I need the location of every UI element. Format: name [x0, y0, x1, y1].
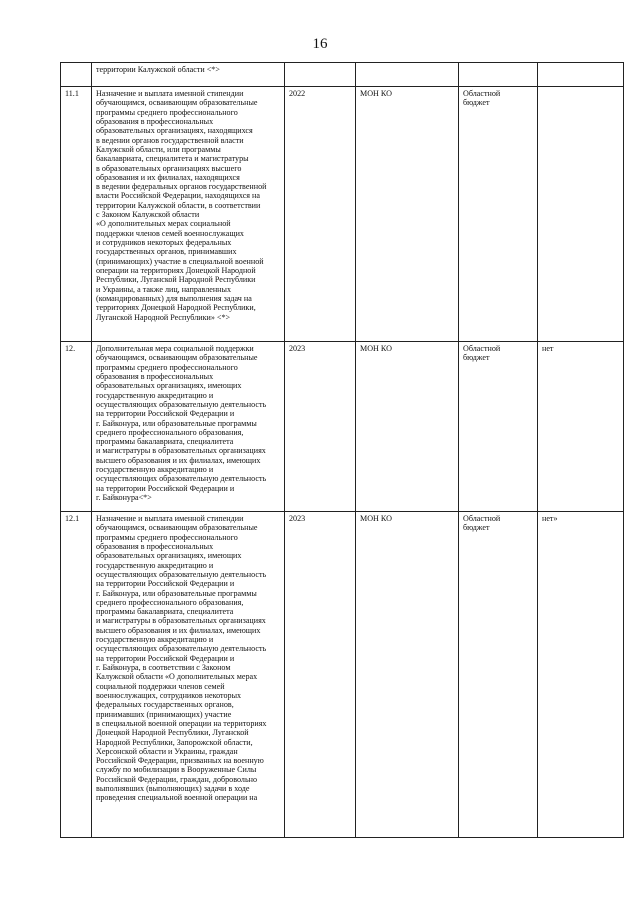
year-cell: [285, 342, 356, 512]
row-number: 11.1: [65, 89, 79, 98]
funding-source-line: Областной: [463, 514, 501, 523]
description-line: военнослужащих, сотрудников некоторых: [96, 690, 242, 700]
measure-description: [96, 344, 281, 502]
description-line: в ведении федеральных органов государственной: [96, 182, 267, 192]
description-line: среднего профессионального образования,: [96, 597, 244, 607]
description-line: на территории Российской Федерации и: [96, 579, 235, 589]
description-line: Калужской области «О дополнительных мерах: [96, 672, 258, 682]
description-line: образования в профессиональных: [96, 371, 214, 381]
description-line: (принимающих) участие в специальной военной: [96, 256, 264, 266]
description-line: бакалавриата, специалитета и магистратуры: [96, 154, 249, 164]
description-line: образовательных организациях, находящихся: [96, 126, 253, 136]
description-line: в образовательных организациях высшего: [96, 163, 242, 173]
executor-value: МОН КО: [360, 344, 392, 353]
measure-description-cell: [92, 512, 285, 838]
note-cell: [538, 342, 624, 512]
description-line: с Законом Калужской области: [96, 210, 200, 220]
funding-source-cell: [459, 512, 538, 838]
description-line: осуществляющих образовательную деятельность: [96, 399, 267, 409]
measure-description: [96, 514, 281, 803]
description-line: федеральных государственных органов,: [96, 700, 234, 710]
description-line: (командированных) для выполнения задач на: [96, 293, 252, 303]
description-line: Херсонской области и Украины, граждан: [96, 746, 238, 756]
description-line: на территории Российской Федерации и: [96, 409, 235, 419]
description-line: государственную аккредитацию и: [96, 390, 214, 400]
description-line: Российской Федерации, призванных на военную: [96, 756, 264, 766]
funding-source-cell: [459, 63, 538, 87]
description-line: Луганской Народной Республики» <*>: [96, 312, 231, 322]
funding-source-line: Областной: [463, 89, 501, 98]
description-line: обучающимся, осваивающим образовательные: [96, 98, 258, 108]
description-line: Народной Республики, Запорожской области,: [96, 737, 253, 747]
measure-description: [96, 89, 281, 322]
description-line: на территории Российской Федерации и: [96, 653, 235, 663]
year-value: 2022: [289, 89, 306, 98]
description-line: обучающимся, осваивающим образовательные: [96, 523, 258, 533]
funding-source-line: бюджет: [463, 98, 490, 108]
description-line: образовательных организациях, имеющих: [96, 551, 242, 561]
description-line: государственных органов, принимавших: [96, 247, 237, 257]
description-line: образования в профессиональных: [96, 541, 214, 551]
executor-cell: [356, 87, 459, 342]
year-cell: [285, 87, 356, 342]
description-line: службу по мобилизации в Вооруженные Силы: [96, 765, 257, 775]
note-value: нет»: [542, 514, 558, 523]
description-line: высшего образования и их филиалах, имеющих: [96, 625, 261, 635]
description-line: высшего образования и их филиалах, имеющих: [96, 455, 261, 465]
funding-source-cell: [459, 87, 538, 342]
description-line: г. Байконура, или образовательные программы: [96, 418, 257, 428]
year-value: 2023: [289, 514, 306, 523]
description-line: и сотрудников некоторых федеральных: [96, 238, 232, 247]
measure-description-cell: [92, 87, 285, 342]
year-value: 2023: [289, 344, 306, 353]
description-line: территориях Донецкой Народной Республики,: [96, 303, 256, 313]
description-line: социальной поддержки членов семей: [96, 681, 225, 691]
description-line: государственную аккредитацию и: [96, 635, 214, 645]
description-line: поддержки членов семей военнослужащих: [96, 228, 244, 238]
executor-value: МОН КО: [360, 514, 392, 523]
funding-source-line: бюджет: [463, 353, 490, 363]
description-line: Калужской области, или программы: [96, 144, 221, 154]
page-number: 16: [312, 36, 328, 52]
description-line: осуществляющих образовательную деятельность: [96, 644, 267, 654]
note-cell: [538, 512, 624, 838]
funding-source-line: бюджет: [463, 523, 490, 533]
table-row: [61, 63, 624, 87]
description-line: г. Байконура, в соответствии с Законом: [96, 663, 231, 672]
description-line: государственную аккредитацию и: [96, 560, 214, 570]
description-line: программы бакалавриата, специалитета: [96, 607, 234, 617]
executor-cell: [356, 512, 459, 838]
description-line: выполнявших (выполняющих) задачи в ходе: [96, 784, 250, 794]
description-line: государственную аккредитацию и: [96, 465, 214, 475]
description-line: обучающимся, осваивающим образовательные: [96, 353, 258, 363]
description-line: Российской Федерации, граждан, добровольно: [96, 774, 258, 784]
description-line: программы среднего профессионального: [96, 362, 238, 372]
year-cell: [285, 512, 356, 838]
description-line: Донецкой Народной Республики, Луганской: [96, 728, 249, 738]
description-line: образования в профессиональных: [96, 116, 214, 126]
executor-value: МОН КО: [360, 89, 392, 98]
description-line: г. Байконура, или образовательные программы: [96, 588, 257, 598]
description-line: проведения специальной военной операции на: [96, 793, 258, 803]
description-line: среднего профессионального образования,: [96, 427, 244, 437]
row-number: 12.: [65, 344, 76, 353]
funding-source-cell: [459, 342, 538, 512]
executor-cell: [356, 63, 459, 87]
description-line: и магистратуры в образовательных организациях: [96, 446, 266, 456]
executor-cell: [356, 342, 459, 512]
description-line: территории Калужской области <*>: [96, 65, 220, 74]
description-line: Назначение и выплата именной стипендии: [96, 514, 244, 523]
year-cell: [285, 63, 356, 87]
description-line: Республики, Луганской Народной Республики: [96, 275, 256, 285]
description-line: принимавших (принимающих) участие: [96, 709, 232, 719]
row-number-cell: [61, 342, 92, 512]
description-line: территории Калужской области, в соответствии: [96, 200, 261, 210]
note-value: нет: [542, 344, 554, 353]
row-number-cell: [61, 63, 92, 87]
table-row: [61, 342, 624, 512]
description-line: осуществляющих образовательную деятельность: [96, 569, 267, 579]
description-line: в специальной военной операции на территориях: [96, 718, 267, 728]
description-line: образования и их филиалах, находящихся: [96, 172, 240, 182]
table-row: [61, 512, 624, 838]
description-line: образовательных организациях, имеющих: [96, 381, 242, 391]
measure-description-cell: [92, 63, 285, 87]
description-line: операции на территориях Донецкой Народной: [96, 265, 256, 275]
description-line: и Украины, а также лиц, направленных: [96, 284, 232, 294]
measure-description: [96, 65, 281, 74]
description-line: г. Байконура<*>: [96, 493, 152, 502]
description-line: программы бакалавриата, специалитета: [96, 437, 234, 447]
row-number-cell: [61, 87, 92, 342]
description-line: в ведении органов государственной власти: [96, 135, 244, 145]
description-line: программы среднего профессионального: [96, 532, 238, 542]
measures-table: [60, 62, 624, 838]
row-number: 12.1: [65, 514, 80, 523]
description-line: и магистратуры в образовательных организациях: [96, 616, 266, 626]
description-line: программы среднего профессионального: [96, 107, 238, 117]
note-cell: [538, 63, 624, 87]
table-row: [61, 87, 624, 342]
funding-source-line: Областной: [463, 344, 501, 353]
description-line: власти Российской Федерации, находящихся на: [96, 191, 260, 201]
description-line: Дополнительная мера социальной поддержки: [96, 344, 254, 353]
measure-description-cell: [92, 342, 285, 512]
description-line: Назначение и выплата именной стипендии: [96, 89, 244, 98]
description-line: «О дополнительных мерах социальной: [96, 219, 231, 229]
description-line: на территории Российской Федерации и: [96, 483, 235, 493]
row-number-cell: [61, 512, 92, 838]
description-line: осуществляющих образовательную деятельность: [96, 474, 267, 484]
note-cell: [538, 87, 624, 342]
